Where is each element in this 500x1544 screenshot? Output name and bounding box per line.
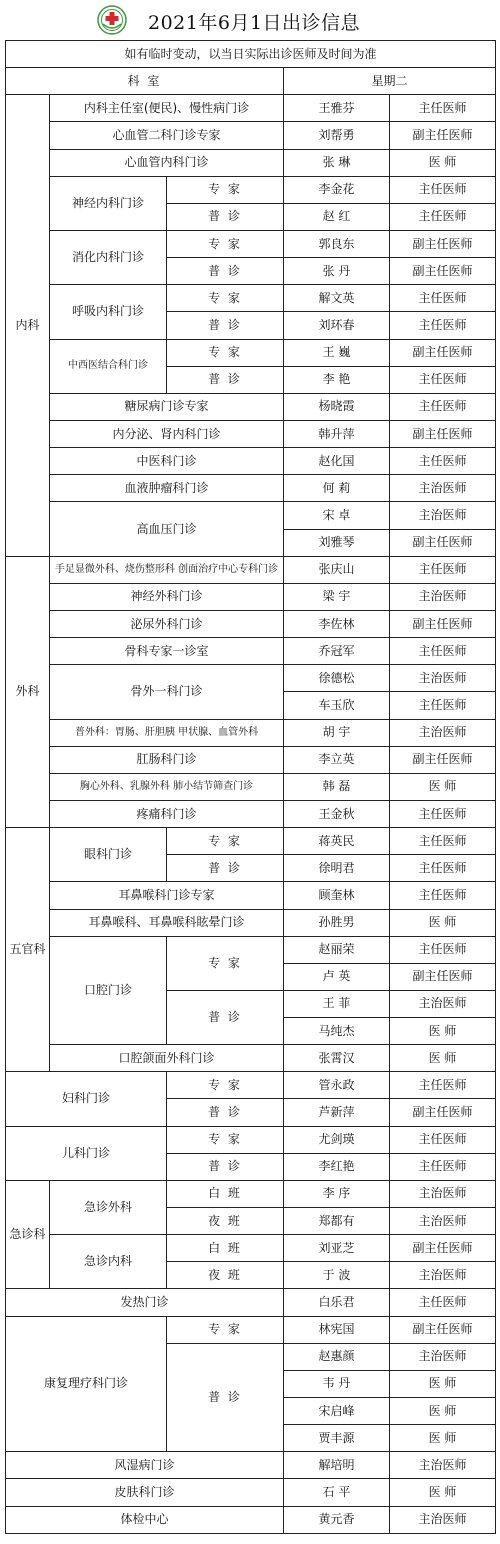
doctor-title: 主任医师: [390, 95, 496, 122]
table-row: [6, 475, 496, 502]
doctor-name: 梁 宇: [284, 583, 390, 610]
doctor-name: 韦 丹: [284, 1370, 390, 1397]
doctor-name: 马纯杰: [284, 1018, 390, 1045]
doctor-title: 副主任医师: [390, 420, 496, 447]
session-type: 专 家: [167, 1316, 284, 1343]
clinic-name: 神经内科门诊: [50, 176, 167, 230]
table-row: [6, 122, 496, 149]
doctor-name: 张庆山: [284, 556, 390, 583]
session-type: 普 诊: [167, 258, 284, 285]
doctor-title: 主治医师: [390, 1180, 496, 1207]
doctor-title: 主任医师: [390, 800, 496, 827]
clinic-name: 儿科门诊: [6, 1126, 167, 1180]
session-type: 夜 班: [167, 1262, 284, 1289]
dept-header: 科 室: [6, 68, 284, 95]
table-row: [6, 909, 496, 936]
session-type: 普 诊: [167, 990, 284, 1044]
clinic-name: 糖尿病门诊专家: [50, 393, 284, 420]
doctor-name: 刘帮勇: [284, 122, 390, 149]
clinic-name: 血液肿瘤科门诊: [50, 475, 284, 502]
clinic-name: 中西医结合科门诊: [50, 339, 167, 393]
table-row: [6, 1235, 496, 1262]
doctor-title: 副主任医师: [390, 339, 496, 366]
doctor-name: 乔冠军: [284, 638, 390, 665]
table-row: [6, 420, 496, 447]
table-row: [6, 339, 496, 366]
group-name: 外科: [6, 556, 50, 827]
doctor-name: 管永政: [284, 1072, 390, 1099]
doctor-name: 车玉欣: [284, 692, 390, 719]
table-row: [6, 1452, 496, 1479]
doctor-name: 何 莉: [284, 475, 390, 502]
clinic-name: 神经外科门诊: [50, 583, 284, 610]
doctor-name: 孙胜男: [284, 909, 390, 936]
doctor-name: 林宪国: [284, 1316, 390, 1343]
table-row: [6, 1126, 496, 1153]
doctor-name: 李立英: [284, 746, 390, 773]
doctor-name: 黄元香: [284, 1506, 390, 1533]
doctor-name: 解培明: [284, 1452, 390, 1479]
table-row: [6, 583, 496, 610]
table-row: [6, 800, 496, 827]
table-row: [6, 1479, 496, 1506]
doctor-name: 李金花: [284, 176, 390, 203]
clinic-name: 急诊内科: [50, 1235, 167, 1289]
table-row: [6, 773, 496, 800]
doctor-title: 主任医师: [390, 312, 496, 339]
doctor-title: 副主任医师: [390, 122, 496, 149]
table-row: [6, 828, 496, 855]
doctor-title: 医 师: [390, 1398, 496, 1425]
doctor-name: 徐德松: [284, 665, 390, 692]
doctor-title: 医 师: [390, 149, 496, 176]
clinic-name: 风湿病门诊: [6, 1452, 284, 1479]
group-name: 急诊科: [6, 1180, 50, 1289]
table-row: [6, 1506, 496, 1533]
table-row: [6, 393, 496, 420]
clinic-name: 耳鼻喉科、耳鼻喉科眩晕门诊: [50, 909, 284, 936]
doctor-title: 医 师: [390, 909, 496, 936]
clinic-name: 眼科门诊: [50, 828, 167, 882]
session-type: 专 家: [167, 230, 284, 257]
doctor-title: 主治医师: [390, 1343, 496, 1370]
table-row: [6, 882, 496, 909]
clinic-name: 妇科门诊: [6, 1072, 167, 1126]
doctor-name: 李佐林: [284, 610, 390, 637]
notice-text: 如有临时变动，以当日实际出诊医师及时间为准: [6, 41, 496, 68]
table-row: [6, 1072, 496, 1099]
session-type: 白 班: [167, 1180, 284, 1207]
doctor-name: 蒋英民: [284, 828, 390, 855]
clinic-name: 中医科门诊: [50, 448, 284, 475]
group-name: 内科: [6, 95, 50, 556]
doctor-name: 宋启峰: [284, 1398, 390, 1425]
session-type: 专 家: [167, 285, 284, 312]
schedule-table: [5, 40, 496, 1534]
table-row: [6, 1180, 496, 1207]
doctor-name: 张霄汉: [284, 1045, 390, 1072]
table-row: [6, 230, 496, 257]
doctor-title: 医 师: [390, 1479, 496, 1506]
doctor-title: 医 师: [390, 1370, 496, 1397]
doctor-name: 赵 红: [284, 203, 390, 230]
table-row: [6, 746, 496, 773]
table-row: [6, 1045, 496, 1072]
clinic-name: 泌尿外科门诊: [50, 610, 284, 637]
table-row: [6, 936, 496, 963]
doctor-title: 医 师: [390, 1018, 496, 1045]
session-type: 专 家: [167, 339, 284, 366]
doctor-name: 尤剑瑛: [284, 1126, 390, 1153]
doctor-name: 白乐君: [284, 1289, 390, 1316]
doctor-name: 刘环春: [284, 312, 390, 339]
doctor-title: 主治医师: [390, 1262, 496, 1289]
doctor-name: 杨晓霞: [284, 393, 390, 420]
clinic-name: 皮肤科门诊: [6, 1479, 284, 1506]
doctor-name: 顾奎林: [284, 882, 390, 909]
group-name: 五官科: [6, 828, 50, 1072]
doctor-name: 张 丹: [284, 258, 390, 285]
doctor-title: 主任医师: [390, 448, 496, 475]
doctor-name: 宋 卓: [284, 502, 390, 529]
session-type: 白 班: [167, 1235, 284, 1262]
doctor-title: 医 师: [390, 1045, 496, 1072]
doctor-title: 主任医师: [390, 855, 496, 882]
clinic-name: 心血管二科门诊专家: [50, 122, 284, 149]
doctor-name: 郭良东: [284, 230, 390, 257]
doctor-name: 王雅芬: [284, 95, 390, 122]
doctor-title: 主治医师: [390, 990, 496, 1017]
clinic-name: 康复理疗科门诊: [6, 1316, 167, 1452]
clinic-name: 体检中心: [6, 1506, 284, 1533]
doctor-title: 副主任医师: [390, 963, 496, 990]
doctor-title: 主任医师: [390, 1072, 496, 1099]
doctor-name: 石 平: [284, 1479, 390, 1506]
doctor-title: 主治医师: [390, 719, 496, 746]
page-title: 2021年6月1日出诊信息: [148, 12, 361, 34]
clinic-name: 肛肠科门诊: [50, 746, 284, 773]
doctor-name: 郑都有: [284, 1208, 390, 1235]
session-type: 普 诊: [167, 1099, 284, 1126]
clinic-name: 内分泌、肾内科门诊: [50, 420, 284, 447]
table-row: [6, 638, 496, 665]
doctor-name: 赵化国: [284, 448, 390, 475]
doctor-name: 胡 宇: [284, 719, 390, 746]
doctor-name: 于 波: [284, 1262, 390, 1289]
clinic-name: 疼痛科门诊: [50, 800, 284, 827]
table-row: [6, 610, 496, 637]
table-row: [6, 95, 496, 122]
doctor-name: 李红艳: [284, 1153, 390, 1180]
session-type: 专 家: [167, 176, 284, 203]
session-type: 普 诊: [167, 203, 284, 230]
clinic-name: 骨外一科门诊: [50, 665, 284, 719]
doctor-title: 主治医师: [390, 665, 496, 692]
table-row: [6, 176, 496, 203]
doctor-name: 王 巍: [284, 339, 390, 366]
doctor-title: 主治医师: [390, 1208, 496, 1235]
table-row: [6, 149, 496, 176]
doctor-title: 主任医师: [390, 882, 496, 909]
doctor-title: 主治医师: [390, 1452, 496, 1479]
doctor-title: 主治医师: [390, 475, 496, 502]
table-row: [6, 719, 496, 746]
doctor-title: 主任医师: [390, 1126, 496, 1153]
doctor-title: 副主任医师: [390, 258, 496, 285]
doctor-name: 张 琳: [284, 149, 390, 176]
doctor-title: 主治医师: [390, 1506, 496, 1533]
session-type: 普 诊: [167, 312, 284, 339]
doctor-title: 主任医师: [390, 1289, 496, 1316]
doctor-title: 副主任医师: [390, 529, 496, 556]
clinic-name: 高血压门诊: [50, 502, 284, 556]
doctor-name: 徐明君: [284, 855, 390, 882]
day-header: 星期二: [284, 68, 496, 95]
session-type: 普 诊: [167, 855, 284, 882]
doctor-title: 主任医师: [390, 1153, 496, 1180]
session-type: 专 家: [167, 828, 284, 855]
doctor-title: 医 师: [390, 773, 496, 800]
session-type: 普 诊: [167, 1343, 284, 1452]
clinic-name: 耳鼻喉科门诊专家: [50, 882, 284, 909]
doctor-title: 主任医师: [390, 692, 496, 719]
doctor-name: 刘雅琴: [284, 529, 390, 556]
table-row: [6, 285, 496, 312]
doctor-name: 韩 磊: [284, 773, 390, 800]
clinic-name: 口腔门诊: [50, 936, 167, 1045]
clinic-name: 内科主任室(便民)、慢性病门诊: [50, 95, 284, 122]
table-row: [6, 502, 496, 529]
table-row: [6, 1316, 496, 1343]
session-type: 专 家: [167, 1072, 284, 1099]
doctor-name: 李 艳: [284, 366, 390, 393]
doctor-title: 主任医师: [390, 285, 496, 312]
session-type: 夜 班: [167, 1208, 284, 1235]
clinic-name: 发热门诊: [6, 1289, 284, 1316]
clinic-name: 心血管内科门诊: [50, 149, 284, 176]
doctor-title: 主任医师: [390, 393, 496, 420]
session-type: 专 家: [167, 1126, 284, 1153]
session-type: 专 家: [167, 936, 284, 990]
doctor-name: 王 菲: [284, 990, 390, 1017]
clinic-name: 普外科：胃肠、肝胆胰 甲状腺、血管外科: [50, 719, 284, 746]
doctor-title: 副主任医师: [390, 1316, 496, 1343]
doctor-title: 主任医师: [390, 828, 496, 855]
doctor-title: 主任医师: [390, 203, 496, 230]
clinic-name: 消化内科门诊: [50, 230, 167, 284]
doctor-title: 主任医师: [390, 366, 496, 393]
doctor-title: 副主任医师: [390, 746, 496, 773]
hospital-logo-icon: [97, 5, 127, 35]
doctor-title: 主任医师: [390, 936, 496, 963]
session-type: 普 诊: [167, 366, 284, 393]
table-row: [6, 665, 496, 692]
doctor-name: 赵惠颜: [284, 1343, 390, 1370]
doctor-title: 主治医师: [390, 502, 496, 529]
session-type: 普 诊: [167, 1153, 284, 1180]
doctor-title: 主任医师: [390, 556, 496, 583]
clinic-name: 骨科专家一诊室: [50, 638, 284, 665]
table-row: [6, 556, 496, 583]
clinic-name: 手足显微外科、烧伤整形科 创面治疗中心专科门诊: [50, 556, 284, 583]
doctor-title: 医 师: [390, 1425, 496, 1452]
doctor-name: 韩升萍: [284, 420, 390, 447]
doctor-title: 副主任医师: [390, 1099, 496, 1126]
clinic-name: 急诊外科: [50, 1180, 167, 1234]
doctor-title: 副主任医师: [390, 1235, 496, 1262]
doctor-title: 副主任医师: [390, 230, 496, 257]
table-row: [6, 68, 496, 95]
clinic-name: 呼吸内科门诊: [50, 285, 167, 339]
doctor-name: 解文英: [284, 285, 390, 312]
doctor-title: 副主任医师: [390, 610, 496, 637]
table-row: [6, 448, 496, 475]
page-header: [0, 0, 500, 40]
clinic-name: 口腔颌面外科门诊: [50, 1045, 284, 1072]
doctor-name: 贾丰源: [284, 1425, 390, 1452]
doctor-name: 赵丽荣: [284, 936, 390, 963]
doctor-title: 主任医师: [390, 638, 496, 665]
doctor-name: 王金秋: [284, 800, 390, 827]
doctor-title: 主治医师: [390, 583, 496, 610]
doctor-name: 卢 英: [284, 963, 390, 990]
clinic-name: 胸心外科、乳腺外科 肺小结节筛查门诊: [50, 773, 284, 800]
doctor-title: 主任医师: [390, 176, 496, 203]
doctor-name: 芦新萍: [284, 1099, 390, 1126]
doctor-name: 刘亚芝: [284, 1235, 390, 1262]
doctor-name: 李 序: [284, 1180, 390, 1207]
table-row: [6, 41, 496, 68]
table-row: [6, 1289, 496, 1316]
